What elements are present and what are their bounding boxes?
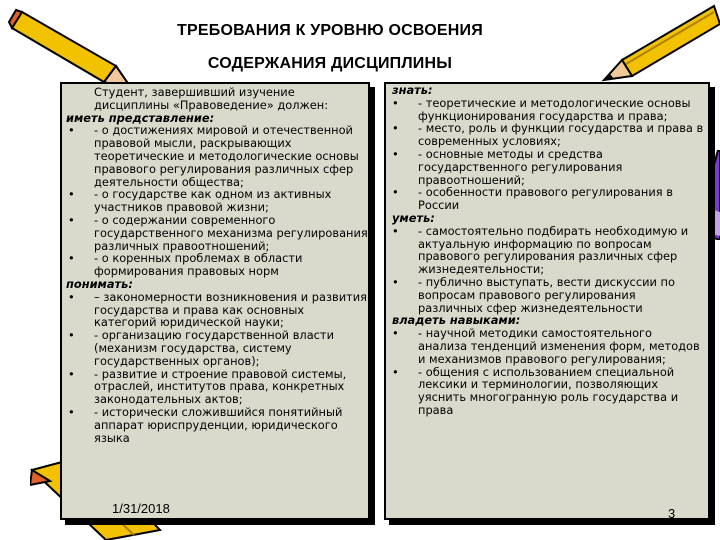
list-item: • - место, роль и функции государства и права в современных условиях; — [386, 122, 708, 148]
list-item: • – закономерности возникновения и развития государства и права как основных категорий юридической науки; — [62, 291, 368, 329]
heading-be-able: уметь: — [392, 210, 435, 225]
right-requirements-panel — [384, 82, 710, 520]
heading-know: знать: — [392, 83, 433, 97]
skills-list — [386, 327, 708, 417]
list-item: • - теоретические и методологические основы функционирования государства и права; — [386, 97, 708, 123]
slide-date: 1/31/2018 — [112, 501, 170, 516]
heading-understand: понимать: — [66, 276, 133, 291]
list-item: • - развитие и строение правовой системы, отраслей, институтов права, конкретных законодательных актов; — [62, 368, 368, 406]
title-line-2: СОДЕРЖАНИЯ ДИСЦИПЛИНЫ — [207, 55, 453, 72]
list-item: • - о государстве как одном из активных участников правовой жизни; — [62, 188, 368, 214]
list-item: • - самостоятельно подбирать необходимую и актуальную информацию по вопросам правового регулирования различных сфер жизнедеятельности; — [386, 225, 708, 276]
heading-skills: владеть навыками: — [392, 313, 521, 328]
be-able-list — [386, 225, 708, 315]
list-item: • - основные методы и средства государственного регулирования правоотношений; — [386, 148, 708, 186]
know-list — [386, 97, 708, 212]
list-item: • - научной методики самостоятельного анализа тенденций изменения форм, методов и механизмов правового регулирования; — [386, 327, 708, 365]
list-item: • - о содержании современного государственного механизма регулирования различных правоотношений; — [62, 214, 368, 252]
list-item: • - исторически сложившийся понятийный аппарат юриспруденции, юридического языка — [62, 406, 368, 444]
list-item: • - о достижениях мировой и отечественной правовой мысли, раскрывающих теоретические и методологические основы правового регулирования различных сфер деятельности общества; — [62, 124, 368, 188]
list-item: • - общения с использованием специальной лексики и терминологии, позволяющих уяснить многогранную роль государства и права — [386, 366, 708, 417]
slide-number: 3 — [668, 506, 676, 521]
left-requirements-panel — [60, 82, 370, 520]
heading-represent: иметь представление: — [66, 110, 215, 125]
list-item: • - публично выступать, вести дискуссии по вопросам правового регулирования различных сфер жизнедеятельности — [386, 276, 708, 314]
understand-list — [62, 291, 368, 445]
list-item: • - о коренных проблемах в области формирования правовых норм — [62, 252, 368, 278]
intro-text: Студент, завершивший изучение дисциплины «Правоведение» должен: — [94, 85, 329, 112]
title-line-1: ТРЕБОВАНИЯ К УРОВНЮ ОСВОЕНИЯ — [177, 22, 483, 39]
list-item: • - особенности правового регулирования в России — [386, 186, 708, 212]
represent-list — [62, 124, 368, 278]
list-item: • - организацию государственной власти (механизм государства, систему государственных органов); — [62, 329, 368, 367]
